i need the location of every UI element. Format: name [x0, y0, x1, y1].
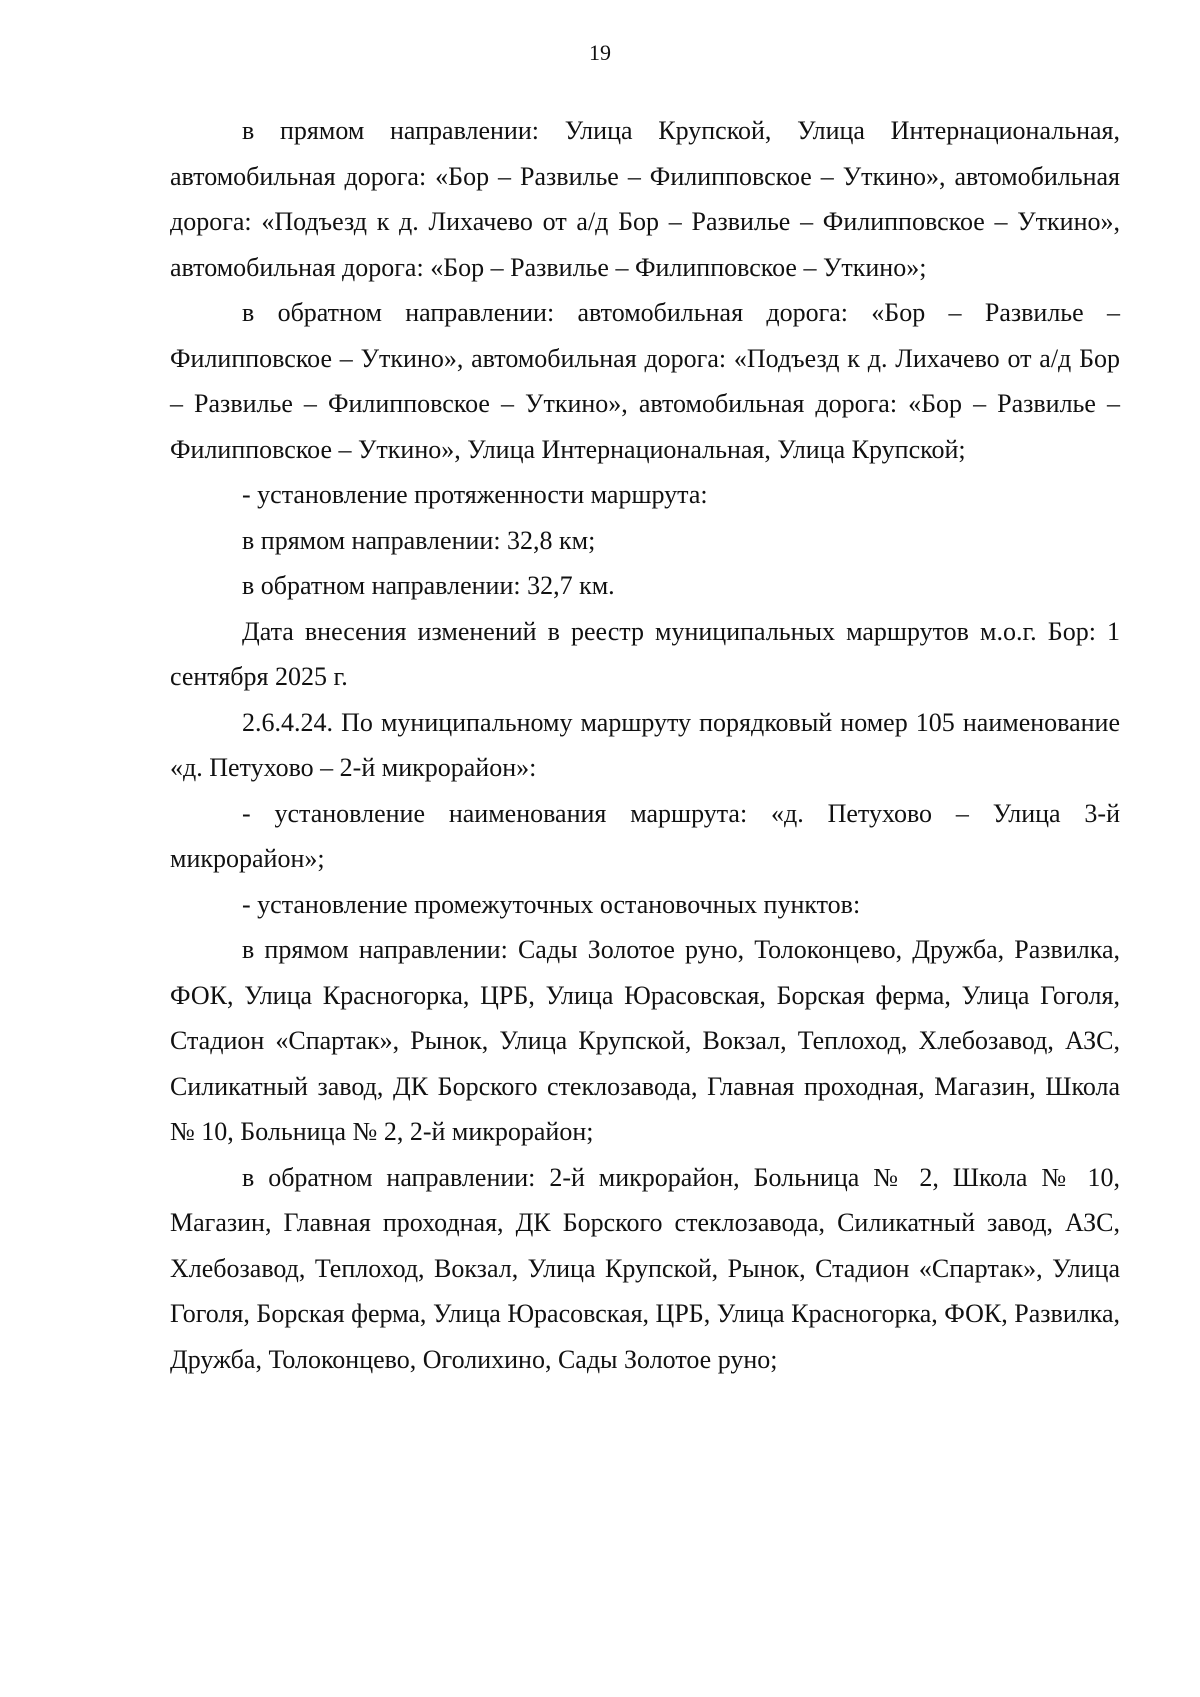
paragraph-reverse-stops: в обратном направлении: 2-й микрорайон, Больница № 2, Школа № 10, Магазин, Главная проходная, ДК Борского стеклозавода, Силикатный завод, АЗС, Хлебозавод, Теплоход, Вокзал, Улица Крупской, Рынок, Стадион «Спартак», Улица Гоголя, Борская ферма, Улица Юрасовская, ЦРБ, Улица Красногорка, ФОК, Развилка, Дружба, Толоконцево, Оголихино, Сады Золотое руно;: [170, 1162, 1120, 1374]
paragraph-forward-stops: в прямом направлении: Сады Золотое руно, Толоконцево, Дружба, Развилка, ФОК, Улица Красногорка, ЦРБ, Улица Юрасовская, Борская ферма, Улица Гоголя, Стадион «Спартак», Рынок, Улица Крупской, Вокзал, Теплоход, Хлебозавод, АЗС, Силикатный завод, ДК Борского стеклозавода, Главная проходная, Магазин, Школа № 10, Больница № 2, 2-й микрорайон;: [170, 935, 1120, 1146]
page-number: 19: [589, 40, 611, 65]
paragraph-route-105: 2.6.4.24. По муниципальному маршруту порядковый номер 105 наименование «д. Петухово – 2-й микрорайон»:: [170, 707, 1120, 782]
paragraph-reverse-route: в обратном направлении: автомобильная дорога: «Бор – Развилье – Филипповское – Уткино», автомобильная дорога: «Подъезд к д. Лихачево от а/д Бор – Развилье – Филипповское – Уткино», автомобильная дорога: «Бор – Развилье – Филипповское – Уткино», Улица Интернациональная, Улица Крупской;: [170, 298, 1120, 464]
document-body: [170, 108, 1120, 1382]
paragraph-forward-route: в прямом направлении: Улица Крупской, Улица Интернациональная, автомобильная дорога: «Бор – Развилье – Филипповское – Уткино», автомобильная дорога: «Подъезд к д. Лихачево от а/д Бор – Развилье – Филипповское – Уткино», автомобильная дорога: «Бор – Развилье – Филипповское – Уткино»;: [170, 116, 1120, 282]
paragraph-registry-date: Дата внесения изменений в реестр муниципальных маршрутов м.о.г. Бор: 1 сентября 2025 г.: [170, 616, 1120, 691]
paragraph-route-name: - установление наименования маршрута: «д. Петухово – Улица 3-й микрорайон»;: [170, 798, 1120, 873]
paragraph-route-length-heading: - установление протяженности маршрута:: [242, 480, 708, 509]
paragraph-forward-length: в прямом направлении: 32,8 км;: [242, 525, 596, 555]
paragraph-reverse-length: в обратном направлении: 32,7 км.: [242, 571, 615, 600]
paragraph-stops-heading: - установление промежуточных остановочных пунктов:: [242, 889, 861, 919]
